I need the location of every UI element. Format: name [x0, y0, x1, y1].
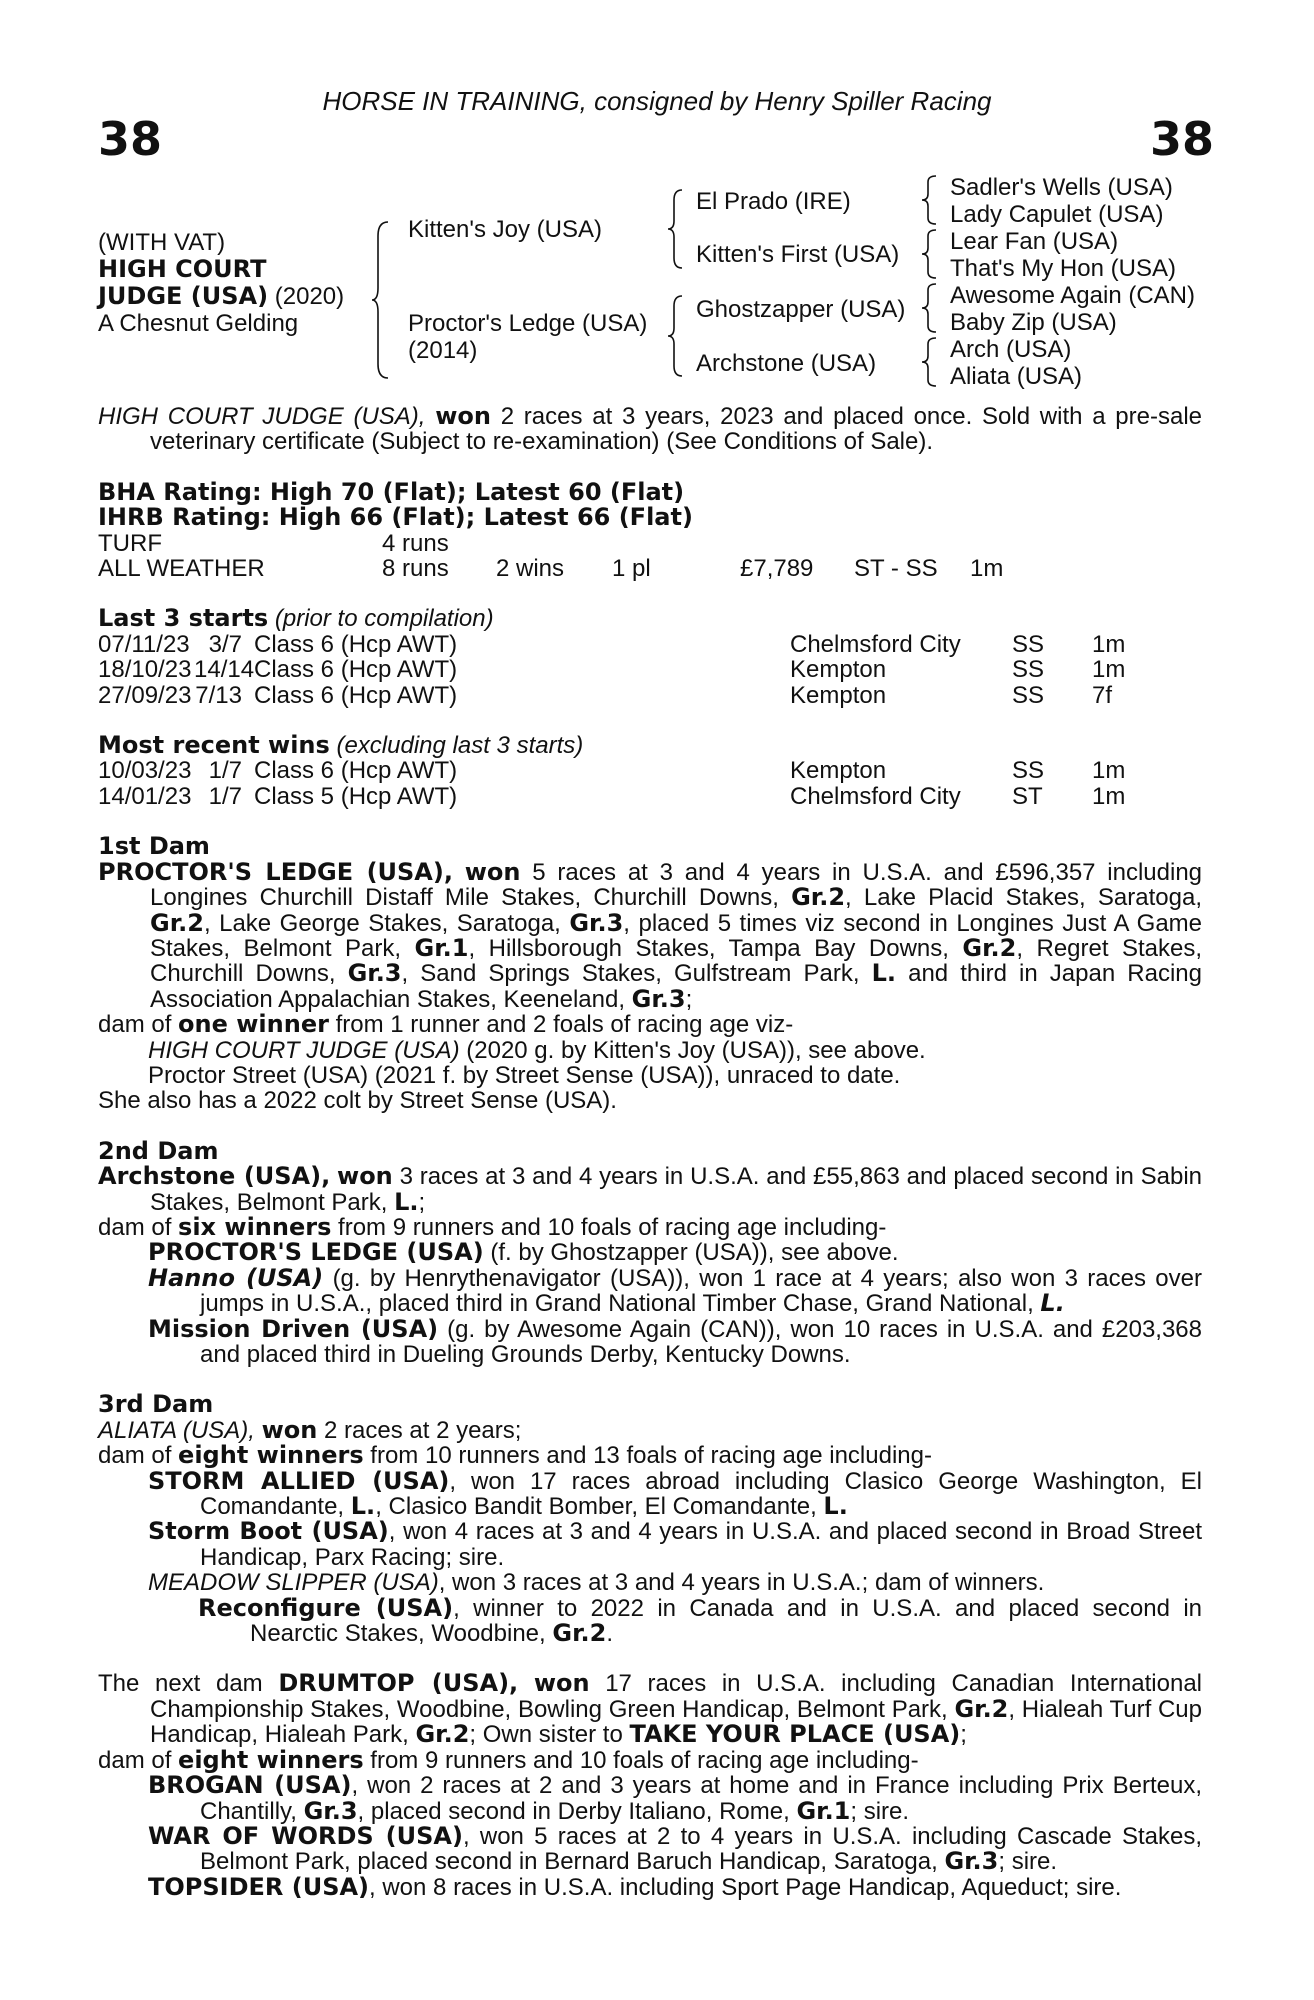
next-dam-produce: dam of eight winners from 9 runners and 10 foals of racing age including-: [98, 1745, 919, 1774]
last3-date: 07/11/23: [98, 630, 190, 658]
recent-heading: Most recent wins (excluding last 3 starts): [98, 731, 584, 760]
dam2-paragraph: Archstone (USA), won 3 races at 3 and 4 years in U.S.A. and £55,863 and placed second in Sabin Stakes, Belmont Park, L.;: [98, 1162, 1202, 1216]
lot-number-left: 38: [98, 112, 163, 166]
dd-dam: Aliata (USA): [950, 363, 1083, 390]
dam3-progeny-3: MEADOW SLIPPER (USA), won 3 races at 3 and 4 years in U.S.A.; dam of winners.: [148, 1569, 1045, 1597]
ds-dam: Baby Zip (USA): [950, 309, 1117, 336]
dam3-progeny-2: Storm Boot (USA), won 4 races at 3 and 4 years in U.S.A. and placed second in Broad Street Handicap, Parx Racing; sire.: [148, 1517, 1202, 1571]
last3-row: [98, 632, 1202, 657]
recent-date: 14/01/23: [98, 782, 192, 810]
last3-going: SS: [1012, 681, 1045, 709]
dam2-progeny-3: Mission Driven (USA) (g. by Awesome Again (CAN)), won 10 races in U.S.A. and £203,368 and placed third in Dueling Grounds Derby, Kentucky Downs.: [148, 1314, 1203, 1368]
dam3-paragraph: ALIATA (USA), won 2 races at 2 years;: [98, 1415, 522, 1444]
recent-course: Chelmsford City: [790, 782, 961, 810]
pedigree-brace-3d: [920, 336, 940, 388]
recent-dist: 1m: [1092, 757, 1126, 785]
dam3-progeny-1: STORM ALLIED (USA), won 17 races abroad including Clasico George Washington, El Comandante, L., Clasico Bandit Bomber, El Comandante, L.: [148, 1466, 1202, 1521]
dam: Proctor's Ledge (USA): [408, 310, 648, 337]
sire: Kitten's Joy (USA): [408, 216, 602, 243]
sd-dam: That's My Hon (USA): [950, 255, 1176, 282]
dam3-grandprogeny: Reconfigure (USA), winner to 2022 in Canada and in U.S.A. and placed second in Nearctic Stakes, Woodbine, Gr.2.: [198, 1593, 1202, 1648]
recent-course: Kempton: [790, 757, 887, 785]
last3-heading: Last 3 starts (prior to compilation): [98, 604, 494, 633]
dam3-produce: dam of eight winners from 10 runners and 13 foals of racing age including-: [98, 1441, 932, 1470]
recent-cls: Class 6 (Hcp AWT): [254, 757, 458, 785]
turf-record: TURF 4 runs: [98, 529, 449, 557]
recent-dist: 1m: [1092, 782, 1126, 810]
dam2-progeny-2: Hanno (USA) (g. by Henrythenavigator (USA)), won 1 race at 4 years; also won 3 races over jumps in U.S.A., placed third in Grand National Timber Chase, Grand National, L.: [148, 1263, 1202, 1318]
last3-pos: 7/13: [195, 681, 242, 709]
pedigree-brace-1: [370, 220, 392, 380]
dam-dam: Archstone (USA): [696, 350, 877, 377]
pedigree-brace-2b: [666, 294, 686, 378]
sd-sire: Lear Fan (USA): [950, 228, 1119, 255]
last3-cls: Class 6 (Hcp AWT): [254, 681, 458, 709]
recent-going: SS: [1012, 757, 1045, 785]
ds-sire: Awesome Again (CAN): [950, 282, 1195, 309]
sire-sire: El Prado (IRE): [696, 188, 851, 215]
horse-name-line2: JUDGE (USA): [98, 282, 269, 310]
dam1-paragraph: PROCTOR'S LEDGE (USA), won 5 races at 3 and 4 years in U.S.A. and £596,357 including Longines Churchill Distaff Mile Stakes, Churchill Downs, Gr.2, Lake Placid Stakes, Saratoga, Gr.2, Lake George Stakes, Saratoga, Gr.3, placed 5 times viz second in Longines Just A Game Stakes, Belmont Park, Gr.1, Hillsborough Stakes, Tampa Bay Downs, Gr.2, Regret Stakes, Churchill Downs, Gr.3, Sand Springs Stakes, Gulfstream Park, L. and third in Japan Racing Association Appalachian Stakes, Keeneland, Gr.3;: [98, 857, 1203, 1013]
recent-pos: 1/7: [208, 782, 242, 810]
recent-table: [98, 758, 1202, 809]
dam1-produce: dam of one winner from 1 runner and 2 foals of racing age viz-: [98, 1010, 794, 1039]
last3-date: 18/10/23: [98, 656, 192, 684]
last3-going: SS: [1012, 630, 1045, 658]
lot-number-right: 38: [1150, 112, 1215, 166]
last3-pos: 14/14: [194, 656, 255, 684]
dam2-progeny-1: PROCTOR'S LEDGE (USA) (f. by Ghostzapper (USA)), see above.: [148, 1238, 899, 1267]
horse-block: [98, 229, 344, 337]
next-dam-progeny-1: BROGAN (USA), won 2 races at 2 and 3 years at home and in France including Prix Berteux, Chantilly, Gr.3, placed second in Derby Italiano, Rome, Gr.1; sire.: [148, 1771, 1202, 1825]
ihrb-rating: IHRB Rating: High 66 (Flat); Latest 66 (Flat): [98, 503, 693, 532]
recent-cls: Class 5 (Hcp AWT): [254, 782, 458, 810]
next-dam-progeny-2: WAR OF WORDS (USA), won 5 races at 2 to 4 years in U.S.A. including Cascade Stakes, Belmont Park, placed second in Bernard Baruch Handicap, Saratoga, Gr.3; sire.: [148, 1821, 1202, 1876]
recent-going: ST: [1012, 782, 1043, 810]
next-dam-paragraph: The next dam DRUMTOP (USA), won 17 races in U.S.A. including Canadian International Championship Stakes, Woodbine, Bowling Green Handicap, Belmont Park, Gr.2, Hialeah Turf Cup Handicap, Hialeah Park, Gr.2; Own sister to TAKE YOUR PLACE (USA);: [98, 1669, 1202, 1749]
dam1-progeny-2: Proctor Street (USA) (2021 f. by Street Sense (USA)), unraced to date.: [148, 1061, 901, 1089]
recent-date: 10/03/23: [98, 757, 192, 785]
catalogue-entry: [98, 404, 1202, 1900]
recent-pos: 1/7: [208, 757, 242, 785]
last3-cls: Class 6 (Hcp AWT): [254, 656, 458, 684]
dd-sire: Arch (USA): [950, 336, 1072, 363]
horse-name-line1: HIGH COURT: [98, 255, 267, 283]
dam2-heading: 2nd Dam: [98, 1136, 219, 1165]
page-header: HORSE IN TRAINING, consigned by Henry Spiller Racing: [322, 86, 992, 116]
dam1-progeny-1: HIGH COURT JUDGE (USA) (2020 g. by Kitten's Joy (USA)), see above.: [148, 1036, 926, 1064]
last3-row: [98, 657, 1202, 682]
sire-dam: Kitten's First (USA): [696, 241, 900, 268]
last3-going: SS: [1012, 656, 1045, 684]
last3-dist: 7f: [1092, 681, 1113, 709]
pedigree-brace-2a: [666, 188, 686, 270]
horse-year: (2020): [274, 283, 345, 310]
vat-label: (WITH VAT): [98, 229, 226, 256]
aw-record: ALL WEATHER 8 runs 2 wins 1 pl £7,789 ST - SS 1m: [98, 555, 1004, 583]
ss-sire: Sadler's Wells (USA): [950, 174, 1173, 201]
dam-sire: Ghostzapper (USA): [696, 296, 906, 323]
recent-row: [98, 758, 1202, 783]
pedigree-brace-3a: [920, 174, 940, 226]
last3-course: Chelmsford City: [790, 630, 961, 658]
pedigree-brace-3b: [920, 228, 940, 280]
dam1-also: She also has a 2022 colt by Street Sense (USA).: [98, 1087, 617, 1115]
last3-pos: 3/7: [208, 630, 242, 658]
last3-dist: 1m: [1092, 656, 1126, 684]
next-dam-progeny-3: TOPSIDER (USA), won 8 races in U.S.A. including Sport Page Handicap, Aqueduct; sire.: [148, 1872, 1122, 1901]
dam3-heading: 3rd Dam: [98, 1390, 214, 1419]
pedigree-brace-3c: [920, 282, 940, 334]
dam1-heading: 1st Dam: [98, 832, 210, 861]
last3-table: [98, 632, 1202, 708]
last3-course: Kempton: [790, 681, 887, 709]
last3-date: 27/09/23: [98, 681, 192, 709]
intro-paragraph: HIGH COURT JUDGE (USA), won 2 races at 3 years, 2023 and placed once. Sold with a pre-sale veterinary certificate (Subject to re-examination) (See Conditions of Sale).: [98, 402, 1203, 456]
dam-year: (2014): [408, 337, 478, 364]
last3-cls: Class 6 (Hcp AWT): [254, 630, 458, 658]
ss-dam: Lady Capulet (USA): [950, 201, 1164, 228]
bha-rating: BHA Rating: High 70 (Flat); Latest 60 (Flat): [98, 477, 685, 506]
recent-row: [98, 784, 1202, 809]
last3-course: Kempton: [790, 656, 887, 684]
last3-dist: 1m: [1092, 630, 1126, 658]
dam2-produce: dam of six winners from 9 runners and 10 foals of racing age including-: [98, 1212, 887, 1241]
horse-description: A Chesnut Gelding: [98, 310, 299, 337]
last3-row: [98, 683, 1202, 708]
